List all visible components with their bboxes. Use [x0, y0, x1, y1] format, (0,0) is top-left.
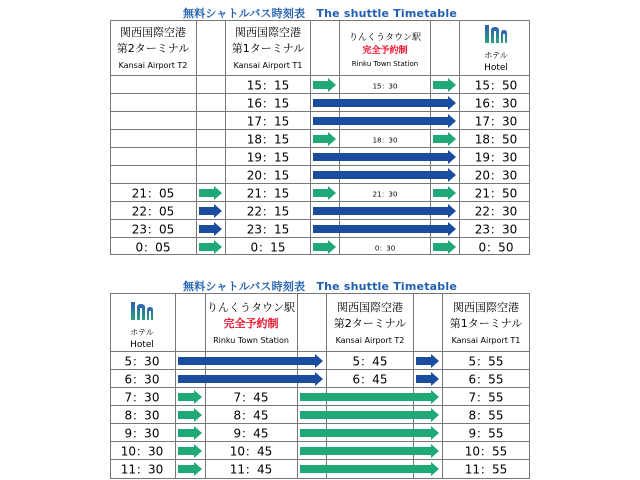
header-hotel [130, 302, 154, 350]
table-row [247, 96, 518, 111]
route-arrow [300, 408, 439, 422]
cell-t1-time: 19：15 [246, 150, 290, 165]
route-arrow [416, 354, 439, 368]
cell-t1-time: 17：15 [246, 114, 290, 129]
cell-t1-time: 16：15 [246, 96, 290, 111]
cell-t2-time: 21：05 [131, 186, 175, 201]
cell-t1-time: 10：55 [464, 444, 508, 459]
route-arrow [313, 240, 336, 254]
route-arrow [199, 222, 222, 236]
header-hotel-line2: Hotel [484, 63, 508, 73]
cell-rinku-time: 10：45 [229, 444, 273, 459]
cell-t2-time: 22：05 [131, 204, 175, 219]
cell-t1-time: 7：55 [468, 390, 504, 405]
header-hotel-line1: ホテル [130, 328, 154, 337]
cell-t1-time: 21：15 [246, 186, 290, 201]
cell-hotel-time: 0：50 [478, 240, 514, 255]
header-t2-line2: 第2ターミナル [333, 317, 407, 330]
table-row [247, 114, 518, 129]
header-t2-line1: 関西国際空港 [120, 26, 186, 39]
cell-t2-time: 0：05 [135, 240, 171, 255]
route-arrow [313, 204, 456, 218]
cell-rinku-time: 0：30 [374, 244, 396, 253]
header-t1-line1: 関西国際空港 [235, 26, 301, 39]
route-arrow [199, 240, 222, 254]
header-rinku-line3: Rinku Town Station [213, 336, 289, 345]
route-arrow [433, 132, 456, 146]
cell-t1-time: 20：15 [246, 168, 290, 183]
cell-t1-time: 0：15 [250, 240, 286, 255]
cell-t1-time: 5：55 [468, 354, 504, 369]
route-arrow [313, 168, 456, 182]
table-row [125, 372, 504, 387]
header-hotel-line1: ホテル [484, 51, 508, 60]
header-t1-line3: Kansai Airport T1 [233, 61, 303, 70]
timetable-2 [0, 293, 640, 480]
header-t1-line3: Kansai Airport T1 [451, 336, 521, 345]
route-arrow [433, 240, 456, 254]
route-arrow [313, 150, 456, 164]
cell-hotel-time: 10：30 [120, 444, 164, 459]
header-t2 [334, 300, 406, 345]
table-row [125, 426, 504, 441]
header-t1-line1: 関西国際空港 [453, 301, 519, 314]
header-t2-line1: 関西国際空港 [337, 301, 403, 314]
route-arrow [199, 204, 222, 218]
cell-t1-time: 22：15 [246, 204, 290, 219]
route-arrow [178, 354, 323, 368]
route-arrow [313, 132, 336, 146]
route-arrow [416, 372, 439, 386]
route-arrow [433, 78, 456, 92]
cell-hotel-time: 18：50 [474, 132, 518, 147]
header-rinku-line1: りんくうタウン駅 [348, 33, 422, 43]
route-arrow [313, 186, 336, 200]
cell-hotel-time: 9：30 [124, 426, 160, 441]
cell-hotel-time: 23：30 [474, 222, 518, 237]
timetable-1 [0, 20, 640, 260]
cell-hotel-time: 6：30 [124, 372, 160, 387]
cell-t2-time: 6：45 [352, 372, 388, 387]
cell-t2-time: 5：45 [352, 354, 388, 369]
cell-t1-time: 11：55 [464, 462, 508, 477]
table-row [121, 444, 508, 459]
header-hotel [484, 25, 508, 73]
route-arrow [313, 96, 456, 110]
cell-hotel-time: 15：50 [474, 78, 518, 93]
table-row [247, 132, 518, 147]
table-row [247, 78, 518, 93]
table-row [125, 390, 504, 405]
header-t1 [232, 25, 304, 70]
cell-t1-time: 8：55 [468, 408, 504, 423]
cell-hotel-time: 8：30 [124, 408, 160, 423]
route-arrow [178, 390, 202, 404]
route-arrow [300, 444, 439, 458]
timetable-1-title: 無料シャトルバス時刻表 The shuttle Timetable [182, 7, 457, 20]
route-arrow [300, 426, 439, 440]
table-row [247, 150, 518, 165]
cell-hotel-time: 17：30 [474, 114, 518, 129]
reservation-required-label: 完全予約制 [362, 46, 408, 56]
cell-hotel-time: 21：50 [474, 186, 518, 201]
cell-t1-time: 15：15 [246, 78, 290, 93]
header-t1-line2: 第1ターミナル [449, 317, 523, 330]
reservation-required-label: 完全予約制 [223, 317, 279, 330]
cell-hotel-time: 20：30 [474, 168, 518, 183]
cell-hotel-time: 22：30 [474, 204, 518, 219]
cell-t1-time: 23：15 [246, 222, 290, 237]
header-rinku-line3: Rinku Town Station [351, 60, 419, 68]
route-arrow [300, 390, 439, 404]
cell-hotel-time: 19：30 [474, 150, 518, 165]
cell-t1-time: 18：15 [246, 132, 290, 147]
table-row [125, 408, 504, 423]
cell-hotel-time: 11：30 [120, 462, 164, 477]
timetable-2-title: 無料シャトルバス時刻表 The shuttle Timetable [182, 280, 457, 293]
cell-hotel-time: 7：30 [124, 390, 160, 405]
header-hotel-line2: Hotel [130, 340, 154, 350]
header-t1 [450, 300, 522, 345]
route-arrow [178, 444, 202, 458]
cell-rinku-time: 21：30 [372, 190, 398, 199]
header-t2-line2: 第2ターミナル [116, 42, 190, 55]
table-row [247, 168, 518, 183]
route-arrow [433, 186, 456, 200]
route-arrow [313, 78, 336, 92]
cell-rinku-time: 9：45 [233, 426, 269, 441]
header-t1-line2: 第1ターミナル [231, 42, 305, 55]
header-rinku [207, 301, 295, 345]
cell-rinku-time: 11：45 [229, 462, 273, 477]
table-row [136, 240, 514, 255]
route-arrow [300, 462, 439, 476]
cell-rinku-time: 18：30 [372, 136, 398, 145]
cell-rinku-time: 15：30 [372, 82, 398, 91]
hotel-logo-icon [131, 302, 153, 320]
header-rinku-line1: りんくうタウン駅 [207, 301, 295, 314]
table-row [121, 462, 508, 477]
header-t2-line3: Kansai Airport T2 [335, 336, 405, 345]
cell-rinku-time: 8：45 [233, 408, 269, 423]
hotel-logo-icon [485, 25, 507, 43]
header-t2 [117, 25, 189, 70]
table-row [125, 354, 504, 369]
header-t2-line3: Kansai Airport T2 [118, 61, 188, 70]
route-arrow [313, 222, 456, 236]
route-arrow [178, 372, 323, 386]
route-arrow [178, 426, 202, 440]
cell-rinku-time: 7：45 [233, 390, 269, 405]
cell-t1-time: 6：55 [468, 372, 504, 387]
route-arrow [313, 114, 456, 128]
cell-t1-time: 9：55 [468, 426, 504, 441]
route-arrow [199, 186, 222, 200]
header-rinku [349, 32, 421, 68]
route-arrow [178, 462, 202, 476]
cell-hotel-time: 5：30 [124, 354, 160, 369]
route-arrow [178, 408, 202, 422]
cell-t2-time: 23：05 [131, 222, 175, 237]
cell-hotel-time: 16：30 [474, 96, 518, 111]
